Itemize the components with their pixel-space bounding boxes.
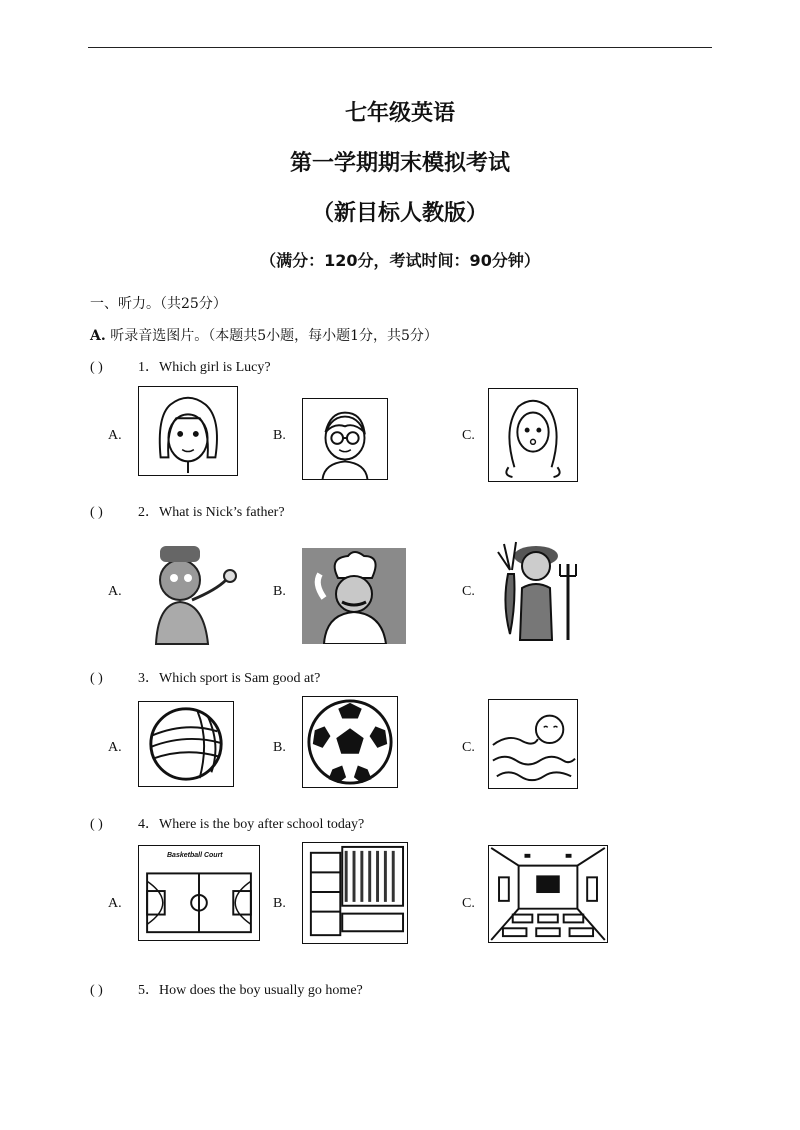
exam-title: 第一学期期末模拟考试: [289, 151, 510, 176]
option-c-label: C.: [462, 584, 475, 599]
library-icon[interactable]: [302, 842, 408, 944]
answer-blank[interactable]: ( ): [90, 671, 103, 686]
soccer-ball-icon[interactable]: [302, 696, 398, 788]
basketball-court-icon[interactable]: [138, 845, 260, 941]
option-c-label: C.: [462, 740, 475, 755]
question-number: 4．: [138, 817, 159, 832]
cook-icon[interactable]: [302, 548, 406, 644]
question-4: [90, 813, 364, 833]
question-1: [90, 356, 271, 376]
question-number: 5．: [138, 983, 159, 998]
question-number: 2．: [138, 505, 159, 520]
question-5: [90, 979, 363, 999]
section-listening: 一、听力。（共25分）: [90, 296, 227, 312]
classroom-icon[interactable]: [488, 845, 608, 943]
question-text: Where is the boy after school today?: [159, 817, 365, 832]
option-b-label: B.: [273, 740, 286, 755]
question-text: How does the boy usually go home?: [159, 983, 363, 998]
option-c-label: C.: [462, 428, 475, 443]
question-text: Which girl is Lucy?: [159, 360, 271, 375]
doctor-icon[interactable]: [136, 540, 244, 646]
option-b-label: B.: [273, 584, 286, 599]
option-a-label: A.: [108, 896, 122, 911]
option-b-label: B.: [273, 428, 286, 443]
page-title: 七年级英语: [344, 101, 455, 126]
question-number: 1．: [138, 360, 159, 375]
answer-blank[interactable]: ( ): [90, 983, 103, 998]
option-b-label: B.: [273, 896, 286, 911]
answer-blank[interactable]: ( ): [90, 505, 103, 520]
option-c-label: C.: [462, 896, 475, 911]
section-a-text: 听录音选图片。（本题共5小题，每小题1分，共5分）: [110, 328, 438, 344]
option-a-label: A.: [108, 584, 122, 599]
volleyball-icon[interactable]: [138, 701, 234, 787]
girl-long-hair-icon[interactable]: [488, 388, 578, 482]
section-a-label: A.: [90, 328, 106, 344]
answer-blank[interactable]: ( ): [90, 817, 103, 832]
court-sign: Basketball Court: [167, 852, 223, 859]
question-number: 3．: [138, 671, 159, 686]
section-a-heading: [90, 325, 438, 345]
boy-glasses-icon[interactable]: [302, 398, 388, 480]
farmer-icon[interactable]: [486, 534, 586, 644]
question-text: Which sport is Sam good at?: [159, 671, 321, 686]
question-text: What is Nick’s father?: [159, 505, 285, 520]
option-a-label: A.: [108, 740, 122, 755]
question-2: [90, 501, 285, 521]
option-a-label: A.: [108, 428, 122, 443]
answer-blank[interactable]: ( ): [90, 360, 103, 375]
swimming-icon[interactable]: [488, 699, 578, 789]
girl-short-hair-icon[interactable]: [138, 386, 238, 476]
top-rule: [88, 47, 712, 48]
question-3: [90, 667, 320, 687]
score-info: （满分：120分，考试时间：90分钟）: [260, 251, 540, 270]
edition-title: （新目标人教版）: [311, 201, 488, 226]
